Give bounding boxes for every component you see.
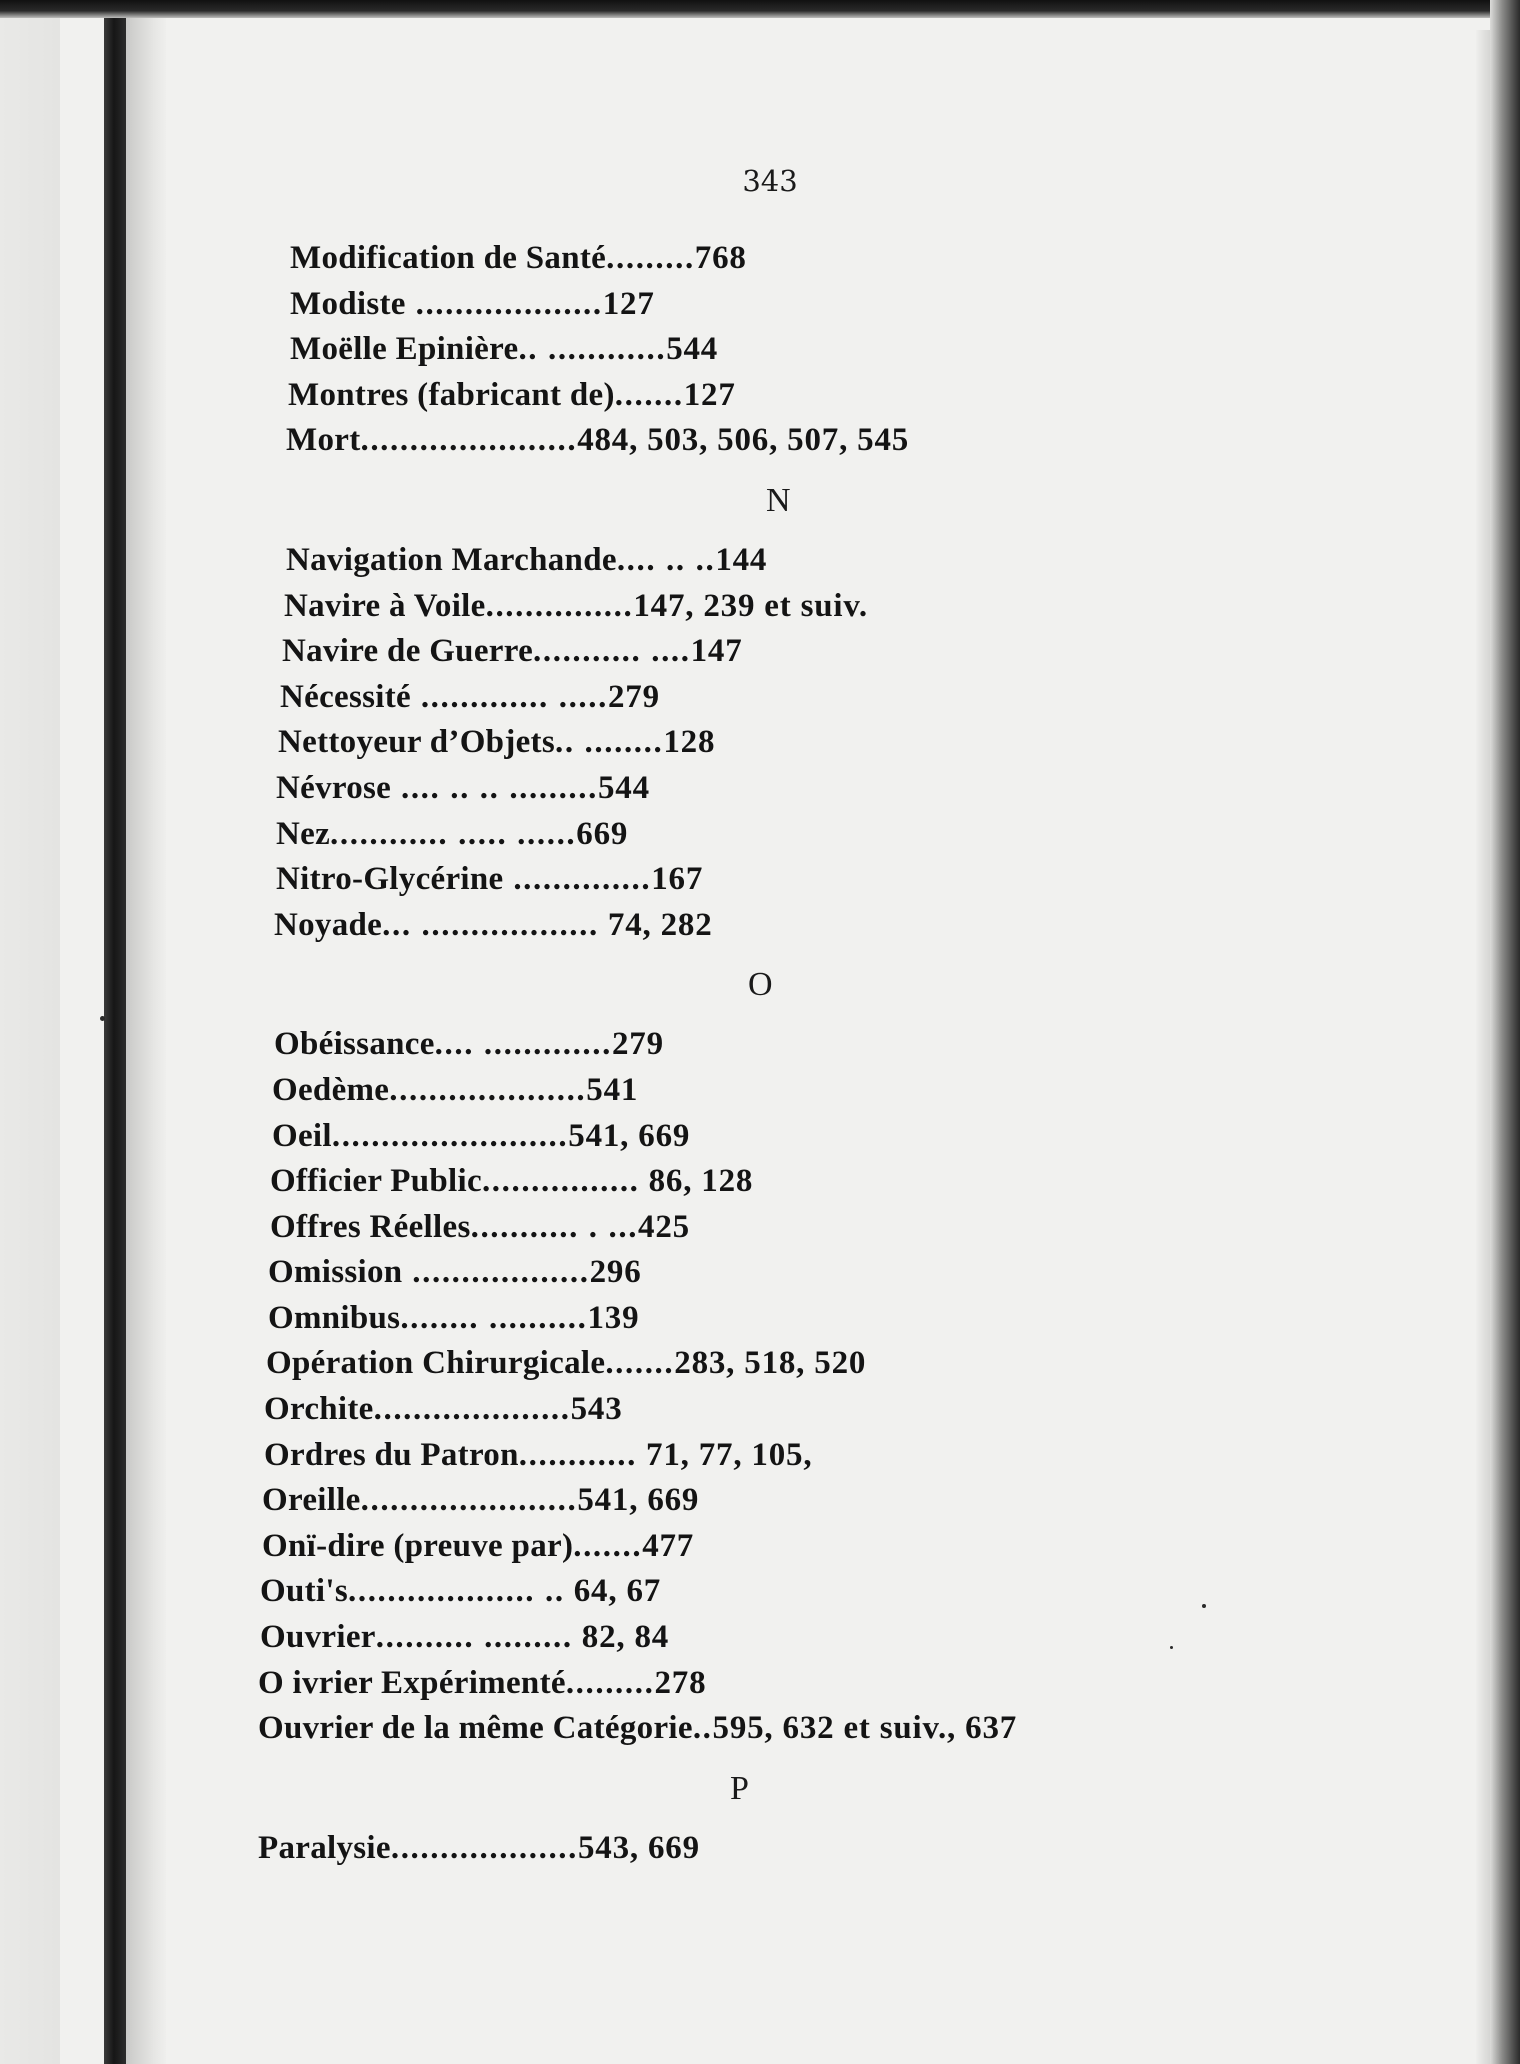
index-entry — [256, 1114, 1256, 1160]
index-entry — [256, 766, 1256, 812]
dot-leader: ............ ..... ...... — [330, 815, 577, 852]
dot-leader: ...................... — [360, 422, 578, 459]
index-entry — [256, 236, 1256, 282]
index-entry — [256, 675, 1256, 721]
dot-leader: ............. ..... — [410, 678, 608, 715]
page-references: 139 — [587, 1299, 640, 1336]
page-references: 669 — [576, 815, 629, 852]
index-entry — [256, 373, 1256, 419]
index-term: Navigation Marchande — [286, 541, 617, 578]
page-references: 477 — [642, 1527, 695, 1564]
index-entry — [256, 1569, 1256, 1615]
index-term: Noyade — [274, 906, 383, 943]
section-letter-n: N — [766, 481, 791, 519]
index-entry — [256, 857, 1256, 903]
index-list — [256, 236, 1256, 1871]
dot-leader: ................ — [481, 1163, 640, 1200]
page-references: 86, 128 — [639, 1163, 754, 1200]
page-references: 74, 282 — [598, 906, 713, 943]
page-references: 279 — [611, 1026, 664, 1063]
dot-leader: ......... — [565, 1664, 655, 1701]
page-references: 541, 669 — [568, 1117, 691, 1154]
scan-speck — [1202, 1604, 1206, 1608]
index-entry — [256, 1478, 1256, 1524]
dot-leader: .... ............. — [434, 1026, 612, 1063]
index-entry — [256, 1524, 1256, 1570]
section-letter-p: P — [730, 1769, 749, 1807]
index-term: Névrose — [276, 769, 392, 806]
index-entry — [256, 1205, 1256, 1251]
index-entry — [256, 282, 1256, 328]
scan-speck — [100, 1016, 105, 1021]
index-term: O ivrier Expérimenté — [258, 1664, 566, 1701]
index-entry — [256, 1159, 1256, 1205]
index-term: Nez — [276, 815, 331, 852]
dot-leader: ...................... — [360, 1482, 578, 1519]
dot-leader: ....... — [573, 1527, 643, 1564]
index-term: Onï-dire (preuve par) — [262, 1527, 574, 1564]
index-term: Opération Chirurgicale — [266, 1345, 606, 1382]
dot-leader: ................... — [390, 1829, 578, 1866]
index-entry — [256, 1341, 1256, 1387]
dot-leader: ................... .. — [348, 1573, 565, 1610]
page-references: 279 — [607, 678, 660, 715]
index-term: Montres (fabricant de) — [288, 376, 615, 413]
index-term: Navire de Guerre — [282, 633, 534, 670]
index-term: Ordres du Patron — [264, 1436, 519, 1473]
page-references: 147 — [690, 633, 743, 670]
index-term: Modification de Santé — [290, 240, 607, 276]
dot-leader: .. — [692, 1710, 713, 1747]
index-term: Outi's — [260, 1573, 348, 1610]
page-references: 543, 669 — [578, 1829, 700, 1866]
index-term: Obéissance — [274, 1026, 435, 1063]
index-term: Nettoyeur d’Objets — [278, 724, 555, 761]
index-term: Omnibus — [268, 1299, 401, 1336]
index-term: Ouvrier — [260, 1619, 376, 1656]
page-references: 296 — [589, 1254, 642, 1291]
page-margin-left — [0, 0, 60, 2064]
page-references: 64, 67 — [564, 1573, 662, 1610]
page-references: 541 — [586, 1071, 639, 1108]
dot-leader: .................... — [389, 1071, 587, 1108]
index-term: Paralysie — [258, 1829, 391, 1866]
index-term: Nitro-Glycérine — [276, 861, 504, 898]
index-entry — [256, 1826, 1256, 1872]
index-entry — [256, 327, 1256, 373]
index-term: Officier Public — [270, 1163, 482, 1200]
page-references: 71, 77, 105, — [636, 1436, 813, 1473]
page-gutter — [126, 0, 166, 2064]
index-entry — [256, 1068, 1256, 1114]
dot-leader: .... .. .. — [616, 541, 716, 578]
index-entry — [256, 1296, 1256, 1342]
dot-leader: .... .. .. ......... — [391, 769, 598, 806]
index-term: Orchite — [264, 1391, 374, 1428]
page-references: 544 — [597, 769, 650, 806]
page-references: 127 — [683, 376, 736, 413]
dot-leader: ........... .... — [533, 633, 691, 670]
dot-leader: ............ — [518, 1436, 637, 1473]
index-term: Oeil — [272, 1117, 332, 1154]
page-references: 484, 503, 506, 507, 545 — [577, 422, 910, 459]
page-references: 768 — [694, 240, 747, 276]
index-entry — [256, 418, 1256, 464]
index-term: Nécessité — [280, 678, 411, 715]
dot-leader: .................... — [373, 1391, 571, 1428]
dot-leader: ........... . ... — [470, 1208, 639, 1245]
index-entry — [256, 1661, 1256, 1707]
index-term: Moëlle Epinière — [290, 331, 519, 368]
index-term: Modiste — [290, 285, 406, 322]
book-spine — [104, 0, 126, 2064]
dot-leader: ........................ — [331, 1117, 569, 1154]
index-entry — [256, 629, 1256, 675]
index-entry — [256, 584, 1256, 630]
index-term: Offres Réelles — [270, 1208, 471, 1245]
dot-leader: ......... — [606, 240, 695, 276]
index-term: Omission — [268, 1254, 403, 1291]
dot-leader: .................. — [402, 1254, 590, 1291]
page-references: 544 — [666, 331, 719, 368]
page-references: 128 — [663, 724, 716, 761]
page-references: 144 — [715, 541, 768, 578]
index-entry — [256, 1250, 1256, 1296]
dot-leader: ... .................. — [382, 906, 599, 943]
index-entry — [256, 812, 1256, 858]
dot-leader: ........ .......... — [400, 1299, 588, 1336]
index-entry — [256, 1387, 1256, 1433]
index-entry — [256, 1022, 1256, 1068]
dot-leader: ............... — [485, 587, 634, 624]
dot-leader: ....... — [605, 1345, 675, 1382]
dot-leader: .............. — [503, 861, 652, 898]
scan-speck — [1170, 1646, 1173, 1649]
page-references: 541, 669 — [577, 1482, 700, 1519]
page-references: 127 — [602, 285, 655, 322]
index-term: Oedème — [272, 1071, 390, 1108]
index-entry — [256, 538, 1256, 584]
index-term: Oreille — [262, 1482, 361, 1519]
index-entry — [256, 720, 1256, 766]
page-number: 343 — [742, 164, 798, 198]
index-entry — [256, 1615, 1256, 1661]
page-references: 278 — [654, 1664, 707, 1701]
page-references: 82, 84 — [572, 1619, 670, 1656]
index-term: Ouvrier de la même Catégorie — [258, 1710, 693, 1747]
top-edge-shadow — [0, 0, 1520, 18]
dot-leader: ....... — [614, 376, 684, 413]
page-references: 425 — [638, 1208, 690, 1245]
section-letter-o: O — [748, 966, 773, 1004]
page-references: 543 — [570, 1391, 623, 1428]
page-references: 147, 239 et suiv. — [633, 587, 868, 624]
dot-leader: .. ............ — [518, 331, 667, 368]
page-references: 595, 632 et suiv., 637 — [712, 1710, 1018, 1747]
index-term: Mort — [286, 422, 361, 459]
dot-leader: ................... — [405, 285, 603, 322]
page-references: 167 — [651, 861, 704, 898]
index-entry — [256, 1706, 1256, 1752]
index-entry — [256, 1433, 1256, 1479]
dot-leader: .......... ......... — [375, 1619, 573, 1656]
index-term: Navire à Voile — [284, 587, 486, 624]
page-references: 283, 518, 520 — [674, 1345, 867, 1382]
dot-leader: .. ........ — [555, 724, 664, 761]
index-entry — [256, 903, 1256, 949]
